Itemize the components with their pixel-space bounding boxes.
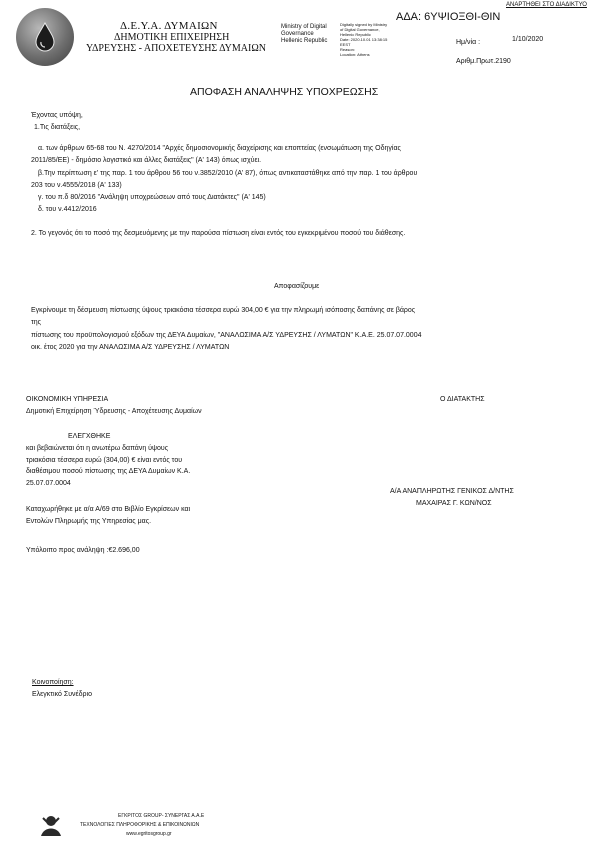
provision-c: γ. του π.δ 80/2016 "Ανάληψη υποχρεώσεων από τους Διατάκτες" (Α' 145) [38,194,266,201]
checked-heading: ΕΛΕΓΧΘΗΚΕ [68,433,111,440]
protocol-number: Αριθμ.Πρωτ.2190 [456,58,511,65]
company-logo-icon [38,812,64,838]
signature-detail: of Digital Governance, [340,27,380,32]
org-name: Δ.Ε.Υ.Α. ΔΥΜΑΙΩΝ [120,20,218,32]
recorded-line: Εντολών Πληρωμής της Υπηρεσίας μας. [26,518,152,525]
signature-detail: Reason: [340,47,355,52]
document-title: ΑΠΟΦΑΣΗ ΑΝΑΛΗΨΗΣ ΥΠΟΧΡΕΩΣΗΣ [190,86,379,98]
decision-heading: Αποφασίζουμε [274,283,320,290]
digital-signature-details [340,22,387,57]
footer-website-link[interactable]: www.egritosgroup.gr [126,831,172,837]
signature-line: Ministry of Digital [281,24,327,30]
water-drop-icon [34,22,56,52]
decision-line: Εγκρίνουμε τη δέσμευση πίστωσης ύψους τριακόσια τέσσερα ευρώ 304,00 € για την πληρωμή ισόποσης δαπάνης σε βάρος [31,307,416,314]
date-label: Ημ/νία : [456,39,481,46]
checked-line: 25.07.07.0004 [26,480,71,487]
checked-line: και βεβαιώνεται ότι η ανωτέρω δαπάνη ύψους [26,445,169,452]
provision-b-cont: 203 του ν.4555/2018 (Α' 133) [31,182,122,189]
footer-company: ΕΓΚΡΙΤΟΣ GROUP- ΣΥΝΕΡΓΑΣ Α.Α.Ε [118,813,205,819]
finance-service: ΟΙΚΟΝΟΜΙΚΗ ΥΠΗΡΕΣΙΑ [26,396,109,403]
signature-detail: Location: Athens [340,52,370,57]
org-service: ΥΔΡΕΥΣΗΣ - ΑΠΟΧΕΤΕΥΣΗΣ ΔΥΜΑΙΩΝ [86,43,266,54]
signature-line: Hellenic Republic [281,38,328,44]
provision-b: β.Την περίπτωση ε' της παρ. 1 του άρθρου 56 του ν.3852/2010 (Α' 87), όπως αντικαταστάθηκε από την παρ. 1 του άρθρου [38,170,418,177]
signature-detail: Digitally signed by Ministry [340,22,388,27]
date-value: 1/10/2020 [512,36,544,43]
posted-online-link[interactable]: ΑΝΑΡΤΗΘΕΙ ΣΤΟ ΔΙΑΔΙΚΤΥΟ [506,2,587,8]
signature-detail: EEST [340,42,351,47]
provision-a: α. των άρθρων 65-68 του Ν. 4270/2014 "Αρχές δημοσιονομικής διαχείρισης και εποπτείας (ενσωμάτωση της Οδηγίας [38,145,401,152]
decision-line: οικ. έτος 2020 για την ΑΝΑΛΩΣΙΜΑ Α/Σ ΥΔΡΕΥΣΗΣ / ΛΥΜΑΤΩΝ [31,344,230,351]
notification-label: Κοινοποίηση: [32,679,74,686]
checked-line: τριακόσια τέσσερα ευρώ (304,00) € είναι εντός του [26,457,183,464]
digital-signature-label [281,24,327,45]
signer-name: ΜΑΧΑΙΡΑΣ Γ. ΚΩΝ/ΝΟΣ [416,500,492,507]
signature-line: Governance [281,31,314,37]
recorded-line: Καταχωρήθηκε με α/α Α/69 στο Βιβλίο Εγκρίσεων και [26,506,191,513]
intro-line: 1.Τις διατάξεις, [34,124,81,131]
signer-role: Α/Α ΑΝΑΠΛΗΡΩΤΗΣ ΓΕΝΙΚΟΣ Δ/ΝΤΗΣ [390,488,514,495]
footer-tagline: ΤΕΧΝΟΛΟΓΙΕΣ ΠΛΗΡΟΦΟΡΙΚΗΣ & ΕΠΙΚΟΙΝΩΝΙΩΝ [80,822,200,828]
intro-line: Έχοντας υπόψη, [31,112,83,119]
provision-d: δ. του ν.4412/2016 [38,206,97,213]
decision-line: πίστωσης του προϋπολογισμού εξόδων της ΔΕΥΑ Δυμαίων, "ΑΝΑΛΩΣΙΜΑ Α/Σ ΥΔΡΕΥΣΗΣ / ΛΥΜΑΤΩΝ" Κ.Α.Ε. 25.07.07.0004 [31,332,422,339]
org-type: ΔΗΜΟΤΙΚΗ ΕΠΙΧΕΙΡΗΣΗ [114,32,230,43]
ada-code: ΑΔΑ: 6ΥΨΙΟΞΘΙ-ΘΙΝ [396,11,501,23]
provision-a-cont: 2011/85/ΕΕ) - δημόσιο λογιστικό και άλλες διατάξεις" (Α' 143) όπως ισχύει. [31,157,262,164]
remaining-balance: Υπόλοιπο προς ανάληψη :€2.696,00 [26,547,140,554]
notification-recipient: Ελεγκτικό Συνέδριο [32,691,92,698]
signature-detail: Hellenic Republic [340,32,371,37]
orderer-title: Ο ΔΙΑΤΑΚΤΗΣ [440,396,485,403]
finance-service-sub: Δημοτική Επιχείρηση Ύδρευσης - Αποχέτευσης Δυμαίων [26,408,202,415]
point-two: 2. Το γεγονός ότι το ποσό της δεσμευόμενης με την παρούσα πίστωση είναι εντός του εγκεκριμένου ποσού του διάθεσης. [31,230,406,237]
signature-detail: Date: 2020.10.01 13:38:15 [340,37,388,42]
checked-line: διαθέσιμου ποσού πίστωσης της ΔΕΥΑ Δυμαίων Κ.Α. [26,468,191,475]
decision-line: της [31,319,42,326]
